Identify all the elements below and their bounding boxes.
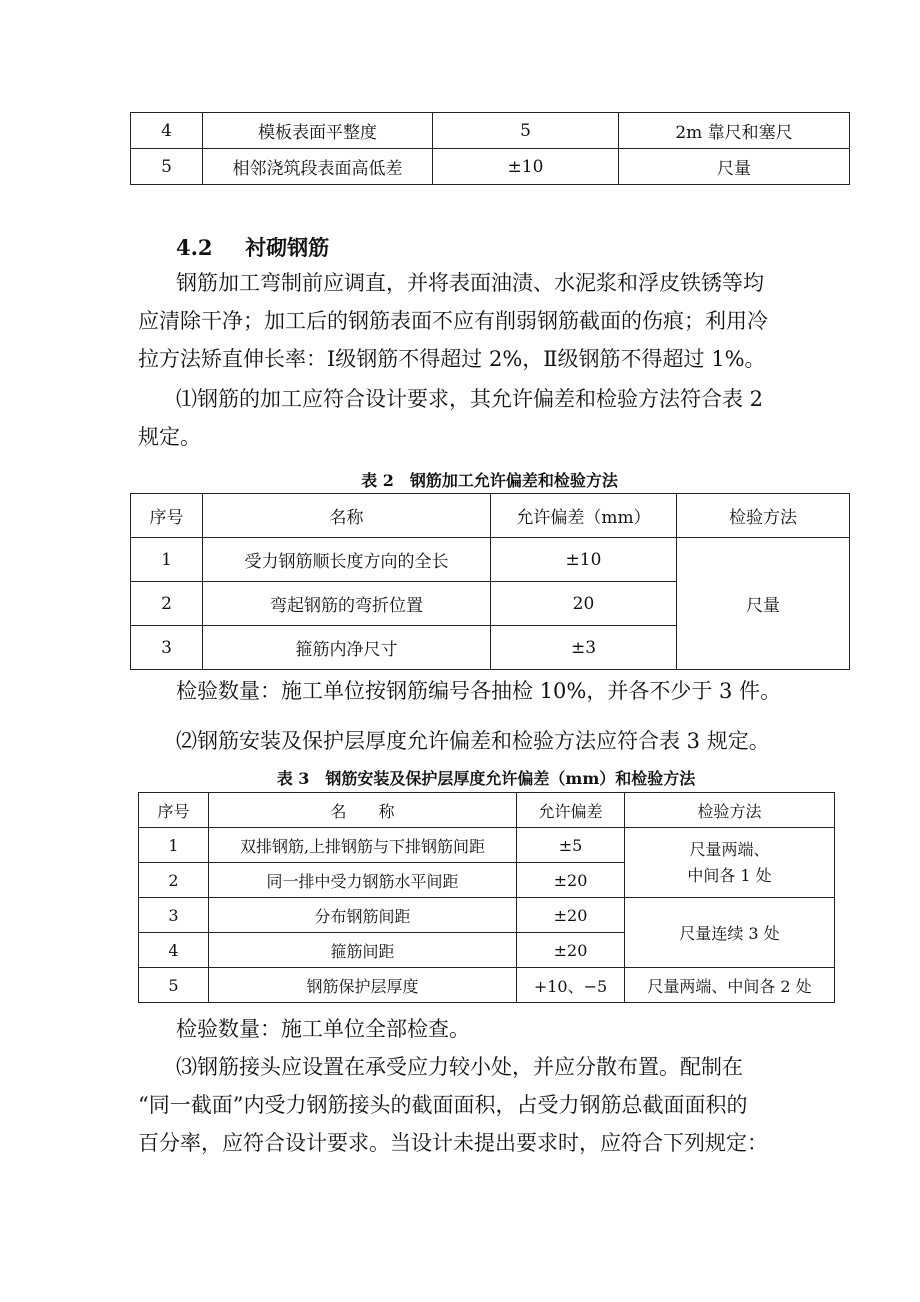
cell-name: 模板表面平整度 <box>203 113 433 149</box>
cell-no: 1 <box>131 538 203 582</box>
cell-name: 箍筋内净尺寸 <box>203 626 491 670</box>
cell-no: 2 <box>139 863 209 898</box>
cell-deviation: 5 <box>433 113 619 149</box>
cell-method-merged-a <box>625 828 835 898</box>
cell-deviation: ±5 <box>517 828 625 863</box>
section-title: 衬砌钢筋 <box>245 235 330 260</box>
cell-no: 5 <box>139 968 209 1003</box>
table-3 <box>138 792 835 1003</box>
header-name: 名称 <box>203 494 491 538</box>
method-line: 尺量两端、 <box>689 839 770 859</box>
header-method: 检验方法 <box>677 494 850 538</box>
cell-deviation: 20 <box>491 582 677 626</box>
table-2 <box>130 493 850 670</box>
text-line: 钢筋加工弯制前应调直，并将表面油渍、水泥浆和浮皮铁锈等均 <box>176 271 764 295</box>
cell-method-merged-b: 尺量连续 3 处 <box>625 898 835 968</box>
cell-name: 钢筋保护层厚度 <box>209 968 517 1003</box>
cell-deviation: ±10 <box>491 538 677 582</box>
text-line: ⑶钢筋接头应设置在承受应力较小处，并应分散布置。配制在 <box>176 1055 743 1079</box>
cell-name: 相邻浇筑段表面高低差 <box>203 149 433 185</box>
header-deviation: 允许偏差（mm） <box>491 494 677 538</box>
cell-name: 分布钢筋间距 <box>209 898 517 933</box>
paragraph-5: 检验数量：施工单位全部检查。 <box>176 1017 470 1041</box>
section-heading <box>176 232 329 262</box>
cell-deviation: ±10 <box>433 149 619 185</box>
cell-no: 3 <box>131 626 203 670</box>
table-row <box>139 828 835 863</box>
paragraph-6 <box>138 1048 768 1162</box>
cell-no: 2 <box>131 582 203 626</box>
paragraph-4: ⑵钢筋安装及保护层厚度允许偏差和检验方法应符合表 3 规定。 <box>176 729 770 753</box>
table-header-row <box>131 494 850 538</box>
cell-name: 箍筋间距 <box>209 933 517 968</box>
table-2-caption: 表 2 钢筋加工允许偏差和检验方法 <box>361 471 618 490</box>
header-deviation: 允许偏差 <box>517 793 625 828</box>
paragraph-3: 检验数量：施工单位按钢筋编号各抽检 10%，并各不少于 3 件。 <box>176 679 782 703</box>
table-header-row <box>139 793 835 828</box>
cell-no: 5 <box>131 149 203 185</box>
cell-deviation: ±20 <box>517 863 625 898</box>
header-no: 序号 <box>139 793 209 828</box>
cell-method: 2m 靠尺和塞尺 <box>619 113 850 149</box>
cell-method: 尺量两端、中间各 2 处 <box>625 968 835 1003</box>
section-number: 4.2 <box>176 235 213 260</box>
cell-deviation: ±3 <box>491 626 677 670</box>
cell-name: 双排钢筋,上排钢筋与下排钢筋间距 <box>209 828 517 863</box>
cell-no: 4 <box>131 113 203 149</box>
cell-method-merged: 尺量 <box>677 538 850 670</box>
method-line: 中间各 1 处 <box>687 865 772 885</box>
cell-no: 1 <box>139 828 209 863</box>
cell-no: 3 <box>139 898 209 933</box>
paragraph-2 <box>138 380 763 456</box>
text-line: 百分率，应符合设计要求。当设计未提出要求时，应符合下列规定： <box>138 1131 768 1155</box>
text-line: 规定。 <box>138 425 201 449</box>
header-method: 检验方法 <box>625 793 835 828</box>
table-row <box>131 113 850 149</box>
table-1-continuation <box>130 112 850 185</box>
text-line: “同一截面”内受力钢筋接头的截面面积，占受力钢筋总截面面积的 <box>138 1093 748 1117</box>
cell-method: 尺量 <box>619 149 850 185</box>
cell-no: 4 <box>139 933 209 968</box>
paragraph-1 <box>138 264 768 378</box>
cell-name: 受力钢筋顺长度方向的全长 <box>203 538 491 582</box>
cell-deviation: ±20 <box>517 898 625 933</box>
cell-deviation: ±20 <box>517 933 625 968</box>
table-row <box>139 968 835 1003</box>
table-row <box>139 898 835 933</box>
table-row <box>131 149 850 185</box>
table-row <box>131 538 850 582</box>
header-name: 名 称 <box>209 793 517 828</box>
header-no: 序号 <box>131 494 203 538</box>
cell-name: 弯起钢筋的弯折位置 <box>203 582 491 626</box>
text-line: 应清除干净；加工后的钢筋表面不应有削弱钢筋截面的伤痕；利用冷 <box>138 309 768 333</box>
table-3-caption: 表 3 钢筋安装及保护层厚度允许偏差（mm）和检验方法 <box>276 769 696 788</box>
text-line: ⑴钢筋的加工应符合设计要求，其允许偏差和检验方法符合表 2 <box>176 387 764 411</box>
cell-name: 同一排中受力钢筋水平间距 <box>209 863 517 898</box>
cell-deviation: +10、−5 <box>517 968 625 1003</box>
text-line: 拉方法矫直伸长率：Ⅰ级钢筋不得超过 2%，Ⅱ级钢筋不得超过 1%。 <box>138 347 766 371</box>
